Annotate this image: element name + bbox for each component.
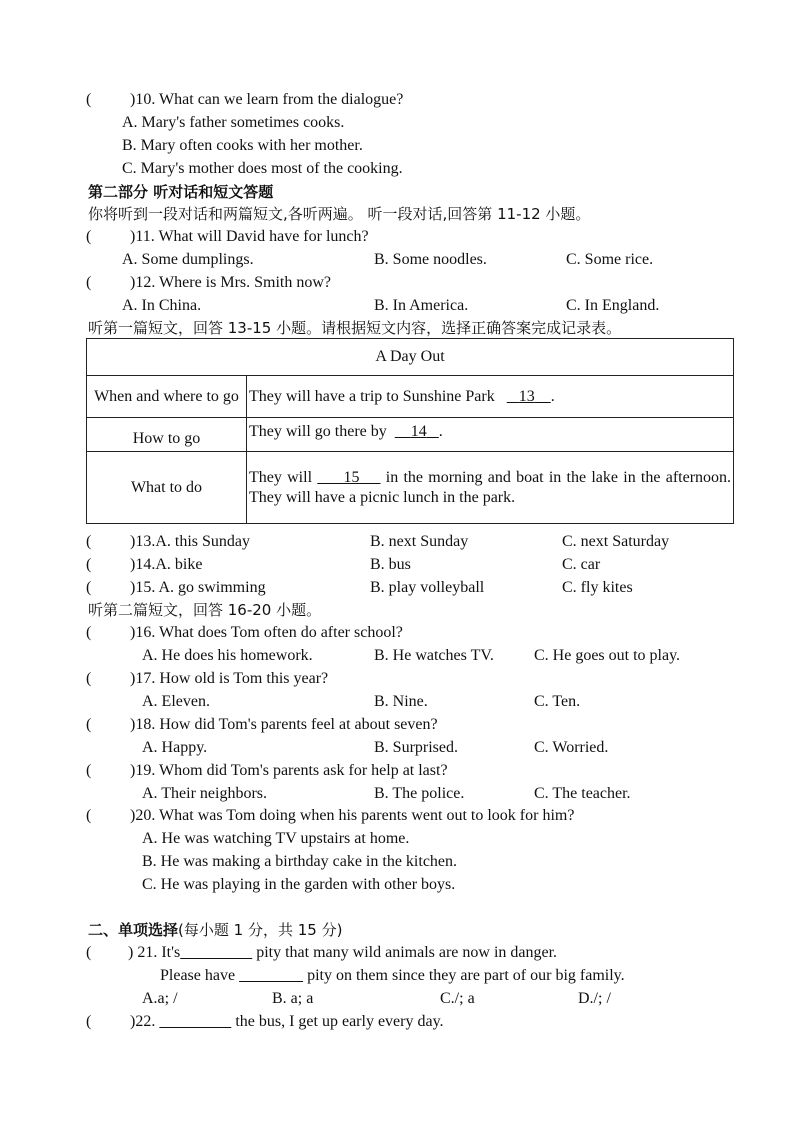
q15-option-c: C. fly kites [562, 579, 633, 596]
q13-option-b: B. next Sunday [370, 533, 469, 550]
answer-paren[interactable]: ( [86, 274, 92, 291]
q16-stem: )16. What does Tom often do after school? [130, 624, 403, 641]
q12-stem: )12. Where is Mrs. Smith now? [130, 274, 332, 291]
q21-stem: ) 21. It's [128, 944, 181, 961]
q12-option-a: A. In China. [122, 297, 202, 314]
q18-stem: )18. How did Tom's parents feel at about seven? [130, 716, 438, 733]
q10-option-b: B. Mary often cooks with her mother. [122, 137, 363, 154]
q19-option-c: C. The teacher. [534, 785, 631, 802]
row1-cell: They will have a trip to Sunshine Park 13 . [247, 376, 734, 418]
answer-paren[interactable]: ( [86, 944, 92, 961]
q16-option-b: B. He watches TV. [374, 647, 494, 664]
q11-option-a: A. Some dumplings. [122, 251, 254, 268]
q21-blank-1[interactable] [180, 944, 252, 961]
q12-option-b: B. In America. [374, 297, 469, 314]
row2-cell: They will go there by 14 . [247, 418, 734, 452]
row3-label: What to do [87, 452, 247, 524]
section2-note: (每小题 1 分，共 15 分) [178, 921, 343, 939]
q19-option-a: A. Their neighbors. [142, 785, 268, 802]
part2-intro: 你将听到一段对话和两篇短文,各听两遍。 听一段对话,回答第 11-12 小题。 [88, 205, 591, 223]
q21-option-a: A.a; / [142, 990, 178, 1007]
record-table [86, 338, 734, 524]
row1-text: They will have a trip to Sunshine Park [249, 387, 495, 405]
q18-option-b: B. Surprised. [374, 739, 458, 756]
q19-stem: )19. Whom did Tom's parents ask for help at last? [130, 762, 448, 779]
q11-option-c: C. Some rice. [566, 251, 654, 268]
row3-line2: They will have a picnic lunch in the park. [249, 488, 516, 506]
q21-blank-2[interactable] [239, 967, 303, 984]
q15-option-a: )15. A. go swimming [130, 579, 266, 596]
q15-option-b: B. play volleyball [370, 579, 485, 596]
q13-option-a: )13.A. this Sunday [130, 533, 250, 550]
row3-pre: They will [249, 468, 313, 486]
row2-text: They will go there by [249, 423, 387, 440]
q21-line2 [160, 966, 625, 986]
answer-paren[interactable]: ( [86, 762, 92, 779]
blank-13-number: 13 [518, 387, 535, 405]
q20-stem: )20. What was Tom doing when his parents went out to look for him? [130, 807, 575, 824]
record-table-title: A Day Out [87, 339, 734, 376]
q21-option-b: B. a; a [272, 990, 314, 1007]
q22-stem-line [130, 1012, 444, 1032]
q16-option-c: C. He goes out to play. [534, 647, 681, 664]
row2-label: How to go [87, 418, 247, 452]
q17-option-a: A. Eleven. [142, 693, 210, 710]
part2-heading: 第二部分 听对话和短文答题 [88, 183, 274, 201]
q12-option-c: C. In England. [566, 297, 660, 314]
q10-option-a: A. Mary's father sometimes cooks. [122, 114, 345, 131]
q13-option-c: C. next Saturday [562, 533, 670, 550]
row3-line1 [249, 468, 731, 488]
q20-option-b: B. He was making a birthday cake in the kitchen. [142, 853, 458, 870]
q14-option-b: B. bus [370, 556, 411, 573]
q22-blank[interactable] [159, 1013, 231, 1030]
blank-15[interactable] [317, 469, 380, 486]
row1-label: When and where to go [87, 376, 247, 418]
answer-paren[interactable]: ( [86, 670, 92, 687]
answer-paren[interactable]: ( [86, 624, 92, 641]
q18-option-c: C. Worried. [534, 739, 609, 756]
q21-line1-text: pity that many wild animals are now in danger. [252, 944, 558, 961]
q17-stem: )17. How old is Tom this year? [130, 670, 329, 687]
passage1-intro: 听第一篇短文，回答 13-15 小题。请根据短文内容，选择正确答案完成记录表。 [88, 319, 622, 337]
q22-stem: )22. [130, 1013, 156, 1030]
answer-paren[interactable]: ( [86, 533, 92, 550]
q16-option-a: A. He does his homework. [142, 647, 313, 664]
q21-option-d: D./; / [578, 990, 611, 1007]
q11-option-b: B. Some noodles. [374, 251, 487, 268]
answer-paren[interactable]: ( [86, 579, 92, 596]
q22-text: the bus, I get up early every day. [231, 1013, 444, 1030]
q18-option-a: A. Happy. [142, 739, 208, 756]
answer-paren[interactable]: ( [86, 807, 92, 824]
section2-heading: 二、单项选择 [88, 921, 179, 939]
q20-option-a: A. He was watching TV upstairs at home. [142, 830, 410, 847]
q14-option-c: C. car [562, 556, 601, 573]
answer-paren[interactable]: ( [86, 556, 92, 573]
answer-paren[interactable]: ( [86, 716, 92, 733]
section2-header [88, 920, 342, 941]
q21-option-c: C./; a [440, 990, 475, 1007]
q21-line1 [128, 943, 557, 963]
answer-paren[interactable]: ( [86, 228, 92, 245]
q10-stem: )10. What can we learn from the dialogue? [130, 91, 404, 108]
q21-line2-pre: Please have [160, 967, 240, 984]
blank-13[interactable] [507, 388, 551, 405]
q17-option-b: B. Nine. [374, 693, 428, 710]
row3-post: in the morning and boat in the lake in the afternoon. [385, 468, 732, 486]
q21-line2-post: pity on them since they are part of our big family. [303, 967, 625, 984]
answer-paren[interactable]: ( [86, 91, 92, 108]
answer-paren[interactable]: ( [86, 1013, 92, 1030]
blank-14[interactable] [395, 423, 439, 440]
q10-option-c: C. Mary's mother does most of the cooking. [122, 160, 403, 177]
blank-15-number: 15 [343, 468, 360, 486]
q20-option-c: C. He was playing in the garden with other boys. [142, 876, 456, 893]
q17-option-c: C. Ten. [534, 693, 581, 710]
row3-cell [247, 452, 734, 524]
q19-option-b: B. The police. [374, 785, 465, 802]
q14-option-a: )14.A. bike [130, 556, 203, 573]
q11-stem: )11. What will David have for lunch? [130, 228, 369, 245]
blank-14-number: 14 [410, 423, 427, 440]
passage2-intro: 听第二篇短文，回答 16-20 小题。 [88, 601, 322, 619]
